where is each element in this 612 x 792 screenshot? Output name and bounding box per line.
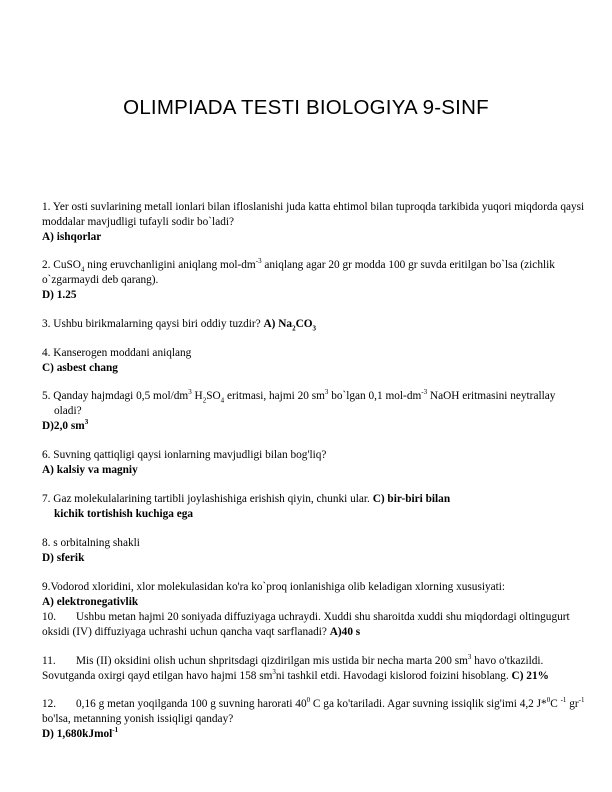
- question-text: 12. 0,16 g metan yoqilganda 100 g suvning harorati $40^0$ C ga ko'tariladi. Agar suvning issiqlik sig'imi 4,2 J*$^0$C $^{-1}$ $gr^{-1}$ bo'lsa, metanning yonish issiqligi qanday?: [42, 696, 585, 725]
- answer: A) $Na_2CO_3$: [263, 318, 317, 333]
- question-7: [42, 492, 587, 522]
- question-text: 7. Gaz molekulalarining tartibli joylashishiga erishish qiyin, chunki ular. C) bir-biri bilan: [42, 493, 451, 505]
- answer: C) bir-biri bilan: [372, 493, 451, 505]
- question-text: 3. Ushbu birikmalarning qaysi biri oddiy tuzdir? A) $Na_2CO_3$: [42, 318, 317, 333]
- answer: A)40 s: [329, 626, 361, 638]
- answer: A) elektronegativlik: [42, 596, 139, 608]
- question-1: [42, 200, 587, 245]
- answer: C) 21%: [511, 670, 549, 682]
- question-4: [42, 346, 587, 376]
- question-11: [42, 654, 587, 684]
- answer-cont: kichik tortishish kuchiga ega: [54, 508, 194, 520]
- question-10: [42, 610, 587, 640]
- question-5: [42, 389, 587, 434]
- answer: A) ishqorlar: [42, 231, 102, 243]
- question-text: 1. Yer osti suvlarining metall ionlari bilan ifloslanishi juda katta ehtimol bilan tuproqda tarkibida yuqori miqdorda qaysi moddalar mavjudligi tufayli sodir bo`ladi?: [42, 201, 585, 228]
- answer: D) 1.25: [42, 289, 77, 301]
- page-title: OLIMPIADA TESTI BIOLOGIYA 9-SINF: [123, 96, 489, 119]
- answer: D) sferik: [42, 552, 85, 564]
- question-8: [42, 536, 587, 566]
- question-9: [42, 580, 587, 610]
- question-12: [42, 697, 587, 742]
- question-text: 8. s orbitalning shakli: [42, 537, 140, 549]
- question-6: [42, 448, 587, 478]
- answer: D)2,0 $sm^3$: [42, 418, 89, 432]
- question-text: 5. Qanday hajmdagi 0,5 mol/$dm^3$ $H_2SO_4$ eritmasi, hajmi 20 $sm^3$ bo`lgan 0,1 mol-$dm^{-3}$ NaOH eritmasini neytrallay: [42, 388, 556, 405]
- question-text: 2. CuSO$_4$ ning eruvchanligini aniqlang mol-$dm^{-3}$ aniqlang agar 20 gr modda 100 gr suvda eritilgan bo`lsa (zichlik o`zgarmaydi deb qarang).: [42, 257, 555, 286]
- answer: D) 1,680kJmol$^{-1}$: [42, 726, 119, 740]
- question-text: 11. Mis (II) oksidini olish uchun shpritsdagi qizdirilgan mis ustida bir necha marta 200 $sm^3$ havo o'tkazildi. Sovutganda oxirgi qayd etilgan havo hajmi 158 $sm^3ni$ tashkil etdi. Havodagi kislorod foizini hisoblang. C) 21%: [42, 653, 549, 682]
- answer: C) asbest chang: [42, 362, 118, 374]
- answer: A) kalsiy va magniy: [42, 464, 138, 476]
- question-text: 9.Vodorod xloridini, xlor molekulasidan ko'ra ko`proq ionlanishiga olib keladigan xlorning xususiyati:: [42, 581, 506, 593]
- question-text: 6. Suvning qattiqligi qaysi ionlarning mavjudligi bilan bog'liq?: [42, 449, 327, 461]
- question-2: [42, 258, 587, 303]
- question-text-cont: oladi?: [54, 405, 82, 417]
- question-text: 4. Kanserogen moddani aniqlang: [42, 347, 192, 359]
- question-text: 10. Ushbu metan hajmi 20 soniyada diffuziyaga uchraydi. Xuddi shu sharoitda xuddi shu miqdordagi oltingugurt oksidi (IV) diffuziyaga uchrashi uchun qancha vaqt sarflanadi? A)40 s: [42, 611, 570, 638]
- question-3: [42, 317, 587, 332]
